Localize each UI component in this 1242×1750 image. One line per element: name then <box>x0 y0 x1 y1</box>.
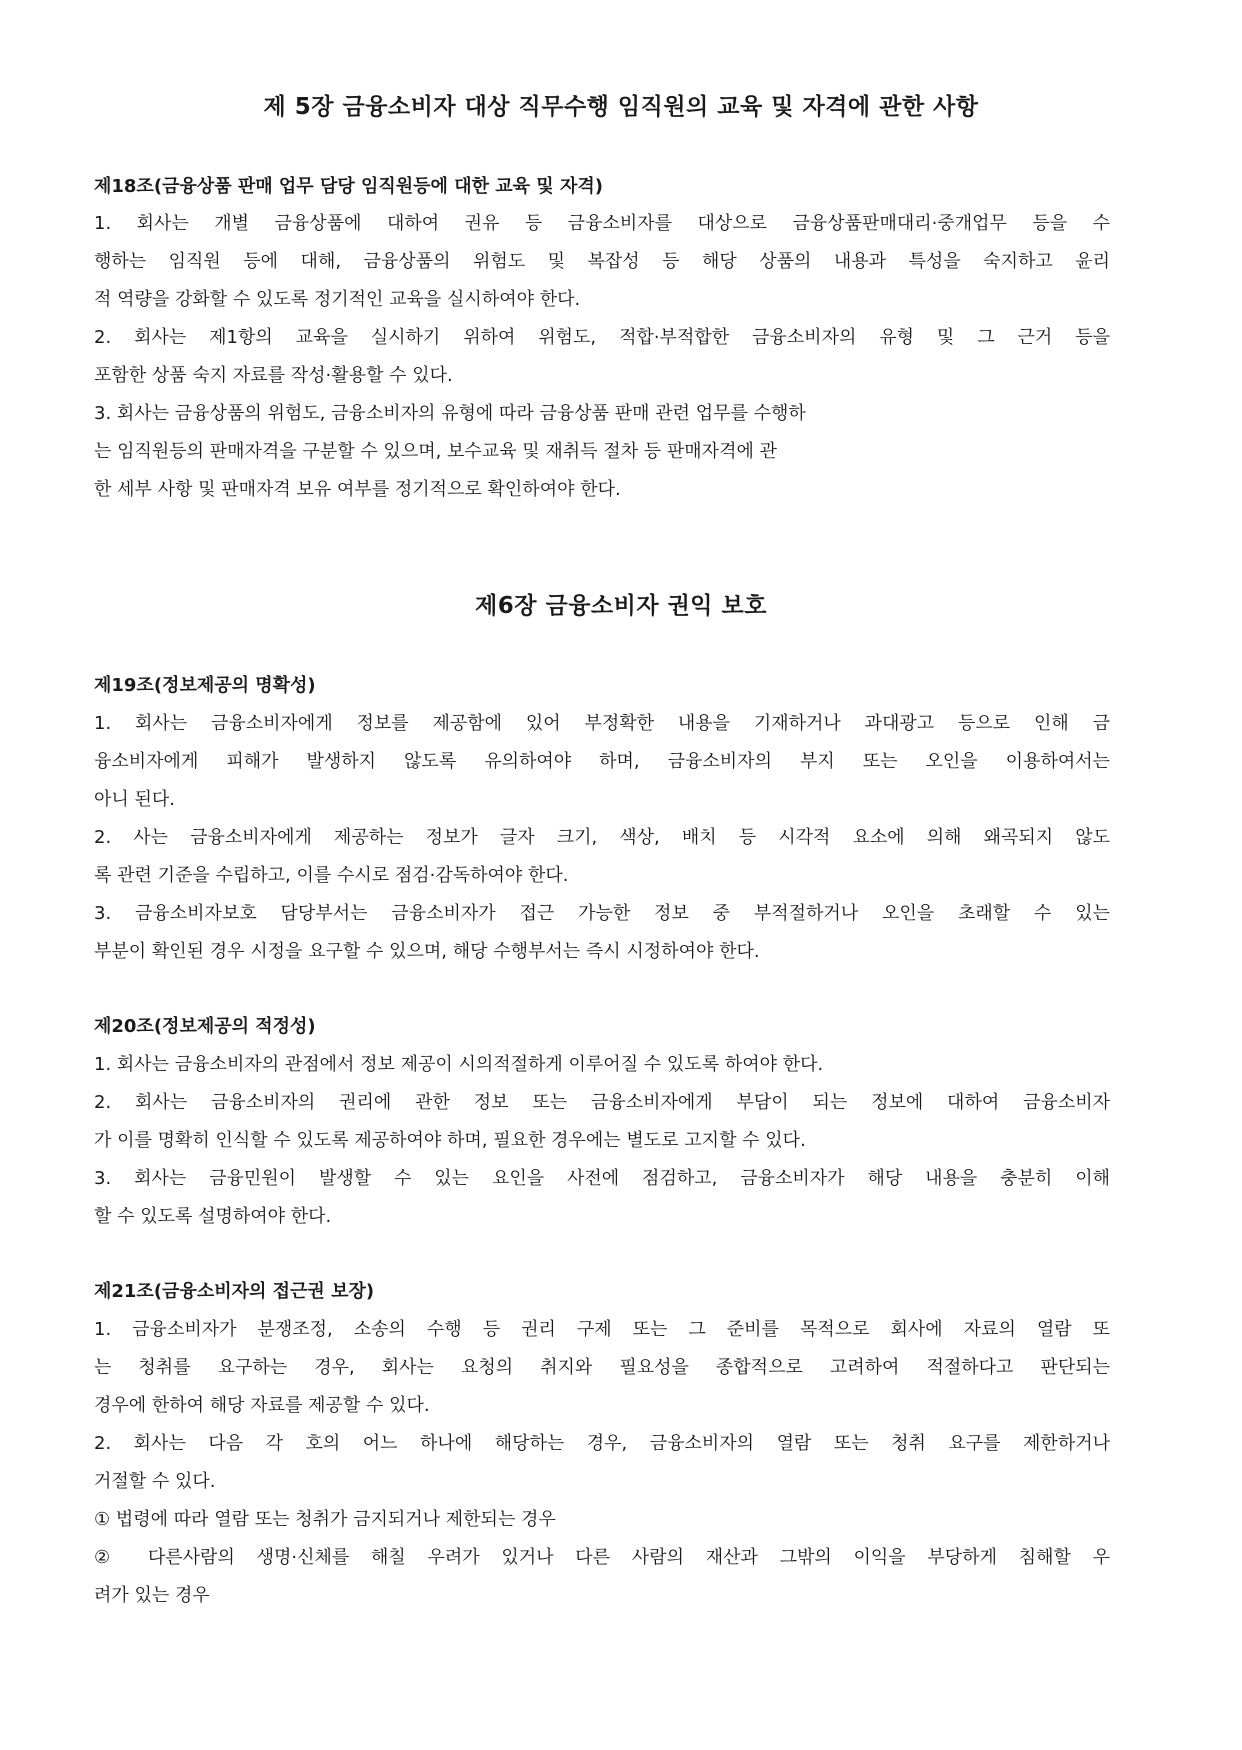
article-21-line: ② 다른사람의 생명·신체를 해칠 우려가 있거나 다른 사람의 재산과 그밖의 이익을 부당하게 침해할 우 <box>94 1547 1110 1568</box>
article-20-line: 2. 회사는 금융소비자의 권리에 관한 정보 또는 금융소비자에게 부담이 되는 정보에 대하여 금융소비자 <box>94 1092 1110 1113</box>
article-21-line: 2. 회사는 다음 각 호의 어느 하나에 해당하는 경우, 금융소비자의 열람 또는 청취 요구를 제한하거나 <box>94 1433 1110 1454</box>
article-19-line: 아니 된다. <box>94 789 175 810</box>
article-20-line: 1. 회사는 금융소비자의 관점에서 정보 제공이 시의적절하게 이루어질 수 있도록 하여야 한다. <box>94 1054 824 1075</box>
article-19-heading: 제19조(정보제공의 명확성) <box>94 675 316 696</box>
article-19-line: 1. 회사는 금융소비자에게 정보를 제공함에 있어 부정확한 내용을 기재하거나 과대광고 등으로 인해 금 <box>94 713 1110 734</box>
article-19-line: 부분이 확인된 경우 시정을 요구할 수 있으며, 해당 수행부서는 즉시 시정하여야 한다. <box>94 941 760 962</box>
article-19-line: 록 관련 기준을 수립하고, 이를 수시로 점검·감독하여야 한다. <box>94 865 569 886</box>
chapter-5-title: 제 5장 금융소비자 대상 직무수행 임직원의 교육 및 자격에 관한 사항 <box>263 94 979 120</box>
article-19-line: 융소비자에게 피해가 발생하지 않도록 유의하여야 하며, 금융소비자의 부지 또는 오인을 이용하여서는 <box>94 751 1110 772</box>
article-18-line: 2. 회사는 제1항의 교육을 실시하기 위하여 위험도, 적합·부적합한 금융소비자의 유형 및 그 근거 등을 <box>94 327 1110 348</box>
article-19-line: 3. 금융소비자보호 담당부서는 금융소비자가 접근 가능한 정보 중 부적절하거나 오인을 초래할 수 있는 <box>94 903 1110 924</box>
article-20-line: 3. 회사는 금융민원이 발생할 수 있는 요인을 사전에 점검하고, 금융소비자가 해당 내용을 충분히 이해 <box>94 1168 1110 1189</box>
article-18-line: 1. 회사는 개별 금융상품에 대하여 권유 등 금융소비자를 대상으로 금융상품판매대리·중개업무 등을 수 <box>94 213 1110 234</box>
article-18-line: 3. 회사는 금융상품의 위험도, 금융소비자의 유형에 따라 금융상품 판매 관련 업무를 수행하 <box>94 403 806 424</box>
article-20-heading: 제20조(정보제공의 적정성) <box>94 1016 316 1037</box>
article-21-line: 거절할 수 있다. <box>94 1471 216 1492</box>
article-18-heading: 제18조(금융상품 판매 업무 담당 임직원등에 대한 교육 및 자격) <box>94 176 603 197</box>
article-21-line: ① 법령에 따라 열람 또는 청취가 금지되거나 제한되는 경우 <box>94 1509 556 1530</box>
article-18-line: 포함한 상품 숙지 자료를 작성·활용할 수 있다. <box>94 365 453 386</box>
article-18-line: 행하는 임직원 등에 대해, 금융상품의 위험도 및 복잡성 등 해당 상품의 내용과 특성을 숙지하고 윤리 <box>94 251 1110 272</box>
article-21-line: 려가 있는 경우 <box>94 1585 210 1606</box>
article-18-line: 한 세부 사항 및 판매자격 보유 여부를 정기적으로 확인하여야 한다. <box>94 479 621 500</box>
article-21-line: 경우에 한하여 해당 자료를 제공할 수 있다. <box>94 1395 430 1416</box>
chapter-6-title: 제6장 금융소비자 권익 보호 <box>475 593 767 619</box>
article-21-line: 는 청취를 요구하는 경우, 회사는 요청의 취지와 필요성을 종합적으로 고려하여 적절하다고 판단되는 <box>94 1357 1110 1378</box>
article-21-heading: 제21조(금융소비자의 접근권 보장) <box>94 1281 375 1302</box>
article-21-line: 1. 금융소비자가 분쟁조정, 소송의 수행 등 권리 구제 또는 그 준비를 목적으로 회사에 자료의 열람 또 <box>94 1319 1110 1340</box>
article-18-line: 는 임직원등의 판매자격을 구분할 수 있으며, 보수교육 및 재취득 절차 등 판매자격에 관 <box>94 441 777 462</box>
article-18-line: 적 역량을 강화할 수 있도록 정기적인 교육을 실시하여야 한다. <box>94 289 581 310</box>
article-19-line: 2. 사는 금융소비자에게 제공하는 정보가 글자 크기, 색상, 배치 등 시각적 요소에 의해 왜곡되지 않도 <box>94 827 1110 848</box>
article-20-line: 할 수 있도록 설명하여야 한다. <box>94 1206 332 1227</box>
article-20-line: 가 이를 명확히 인식할 수 있도록 제공하여야 하며, 필요한 경우에는 별도로 고지할 수 있다. <box>94 1130 806 1151</box>
